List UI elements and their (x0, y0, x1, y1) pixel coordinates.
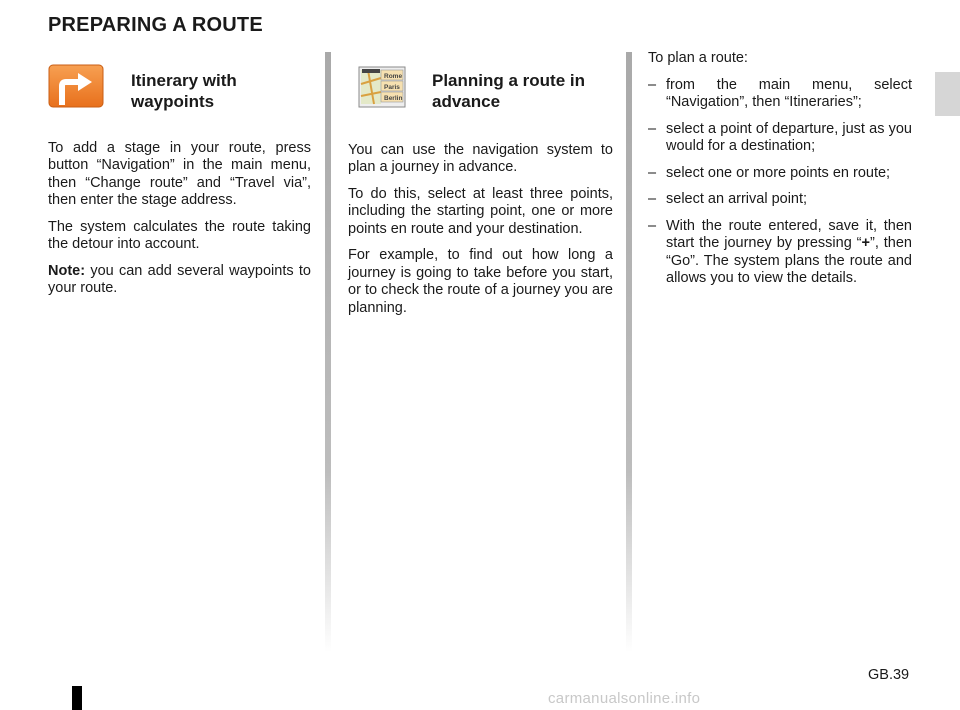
column-itinerary-waypoints (48, 64, 311, 307)
list-item: – select a point of departure, just as you would for a destination; (648, 120, 912, 154)
corner-mark (72, 686, 82, 710)
section-header-waypoints (48, 64, 311, 114)
list-item: – select one or more points en route; (648, 164, 891, 181)
paragraph-three-points: To do this, select at least three points, including the starting point, one or more points en route and your destination. (348, 185, 613, 237)
paragraph-add-stage: To add a stage in your route, press button “Navigation” in the main menu, then “Change route” and “Travel via”, then enter the stage address. (48, 139, 311, 208)
watermark: carmanualsonline.info (548, 690, 701, 707)
note-text: you can add several waypoints to your route. (48, 262, 311, 296)
paragraph-example: For example, to find out how long a journey is going to take before you start, or to check the route of a journey you are planning. (348, 247, 613, 316)
section-title-planning: Planning a route in advance (432, 71, 586, 111)
column-planning-advance (348, 64, 613, 326)
steps-list (648, 77, 912, 288)
column-divider-2 (626, 52, 632, 652)
map-label-berlin: Berlin (384, 95, 403, 102)
list-item: – With the route entered, save it, then start the journey by pressing “+”, then “Go”. The system plans the route and allows you to view the details. (648, 217, 912, 286)
section-title-waypoints: Itinerary with waypoints (131, 71, 237, 111)
map-label-paris: Paris (384, 84, 400, 91)
list-item: – from the main menu, select “Navigation”, then “Itineraries”; (648, 76, 912, 110)
column-plan-steps (648, 50, 912, 297)
page-number: GB.39 (868, 667, 910, 683)
steps-intro: To plan a route: (648, 50, 748, 66)
waypoint-arrow-icon (48, 64, 131, 114)
map-itineraries-icon (348, 64, 432, 116)
list-item: – select an arrival point; (648, 191, 808, 207)
map-label-rome: Rome (384, 73, 403, 80)
page-title: PREPARING A ROUTE (48, 14, 263, 36)
side-tab (935, 72, 960, 116)
paragraph-detour: The system calculates the route taking the detour into account. (48, 218, 311, 252)
column-divider-1 (325, 52, 331, 652)
paragraph-plan-journey: You can use the navigation system to plan a journey in advance. (348, 141, 613, 175)
plus-symbol: + (861, 235, 870, 251)
section-header-planning (348, 64, 613, 116)
note-label: Note: (48, 262, 86, 279)
paragraph-note (48, 263, 311, 298)
